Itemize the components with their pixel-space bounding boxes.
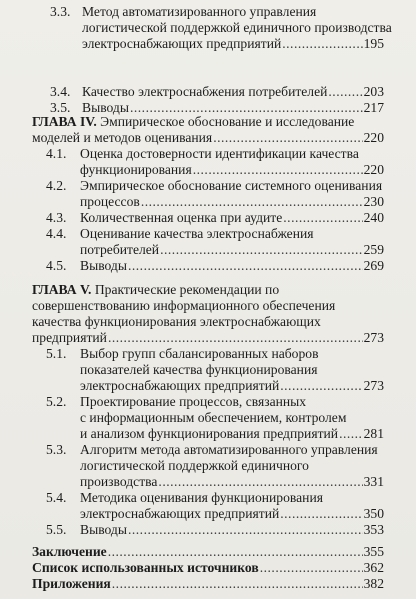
page-number: 195 xyxy=(363,36,384,51)
section-title-last-line: производства xyxy=(80,474,158,489)
chapter-title: Практические рекомендации по xyxy=(91,282,280,297)
toc-leader-line xyxy=(32,330,384,346)
section-title-text: Выводы xyxy=(80,522,127,537)
toc-leader-line xyxy=(82,36,384,52)
toc-leader-line xyxy=(32,576,384,592)
section-title xyxy=(46,522,127,538)
section-title-text: Количественная оценка при аудите xyxy=(80,210,283,225)
toc-leader-line xyxy=(80,506,384,522)
section-title xyxy=(46,258,127,274)
toc-entry-title xyxy=(46,394,306,410)
chapter-label: ГЛАВА IV. xyxy=(32,114,97,129)
section-title-last-line: процессов xyxy=(80,194,140,209)
toc-entry-title-continued: совершенствованию информационного обеспечения xyxy=(32,298,336,313)
toc-entry-title xyxy=(32,114,354,130)
toc-entry-title xyxy=(46,146,359,162)
section-number: 5.3. xyxy=(46,442,67,457)
page-number: 350 xyxy=(363,506,384,521)
page-number: 362 xyxy=(363,560,384,575)
section-title-last-line: моделей и методов оценивания xyxy=(32,130,213,145)
chapter-title xyxy=(32,560,259,576)
dot-leader xyxy=(280,506,362,522)
section-title: Оценка достоверности идентификации качества xyxy=(80,146,359,161)
page-number: 220 xyxy=(363,162,384,177)
toc-entry-title xyxy=(46,226,314,242)
section-number: 5.5. xyxy=(46,522,67,537)
section-title-last-line: электроснабжающих предприятий xyxy=(80,506,280,521)
dot-leader xyxy=(160,242,363,258)
toc-leader-line xyxy=(80,194,384,210)
dot-leader xyxy=(141,194,363,210)
dot-leader xyxy=(280,378,362,394)
section-title-text: Выводы xyxy=(80,258,127,273)
chapter-title xyxy=(32,544,107,560)
section-number: 4.4. xyxy=(46,226,67,241)
toc-entry-title xyxy=(46,346,319,362)
page-number: 273 xyxy=(363,330,384,345)
dot-leader xyxy=(158,474,362,490)
toc-leader-line xyxy=(46,522,384,538)
section-title: Методика оценивания функционирования xyxy=(80,490,323,505)
section-title-last-line: электроснабжающих предприятий xyxy=(82,36,282,51)
chapter-label: Список использованных источников xyxy=(32,560,259,575)
page-number: 259 xyxy=(363,242,384,257)
dot-leader xyxy=(260,560,363,576)
page-number: 240 xyxy=(363,210,384,225)
toc-entry-title-continued: качества функционирования электроснабжающих xyxy=(32,314,321,329)
dot-leader xyxy=(128,258,363,274)
page-number: 217 xyxy=(363,100,384,115)
dot-leader xyxy=(108,330,363,346)
toc-entry-title-continued: с информационным обеспечением, контролем xyxy=(80,410,347,425)
toc-leader-line xyxy=(80,426,384,442)
section-title: Выбор групп сбалансированных наборов xyxy=(80,346,319,361)
toc-entry-title xyxy=(32,282,279,298)
section-title: Метод автоматизированного управления xyxy=(82,4,317,19)
section-number: 5.1. xyxy=(46,346,67,361)
toc-entry-title-continued: показателей качества функционирования xyxy=(80,362,318,377)
chapter-label: Заключение xyxy=(32,544,107,559)
page-number: 281 xyxy=(363,426,384,441)
section-title xyxy=(50,84,327,100)
section-title: Оценивание качества электроснабжения xyxy=(80,226,314,241)
page-number: 230 xyxy=(363,194,384,209)
toc-leader-line xyxy=(80,474,384,490)
dot-leader xyxy=(112,576,363,592)
toc-leader-line xyxy=(32,560,384,576)
section-number: 4.3. xyxy=(46,210,67,225)
dot-leader xyxy=(193,162,363,178)
section-number: 3.4. xyxy=(50,84,71,99)
page-number: 269 xyxy=(363,258,384,273)
toc-entry-title xyxy=(46,490,323,506)
dot-leader xyxy=(128,522,363,538)
section-number: 5.2. xyxy=(46,394,67,409)
dot-leader xyxy=(339,426,363,442)
section-number: 5.4. xyxy=(46,490,67,505)
section-title: Проектирование процессов, связанных xyxy=(80,394,307,409)
section-number: 3.3. xyxy=(50,4,71,19)
page-number: 203 xyxy=(363,84,384,99)
dot-leader xyxy=(283,210,362,226)
section-number: 4.5. xyxy=(46,258,67,273)
toc-entry-title xyxy=(50,4,316,20)
section-number: 3.5. xyxy=(50,100,71,115)
toc-leader-line xyxy=(32,544,384,560)
toc-entry-title-continued: логистической поддержкой единичного производства xyxy=(82,20,392,35)
page-number: 273 xyxy=(363,378,384,393)
toc-leader-line xyxy=(80,162,384,178)
page-number: 220 xyxy=(363,130,384,145)
section-title-last-line: предприятий xyxy=(32,330,107,345)
section-title-last-line: функционирования xyxy=(80,162,192,177)
toc-leader-line xyxy=(46,210,384,226)
chapter-label: Приложения xyxy=(32,576,111,591)
toc-entry-title xyxy=(46,178,382,194)
page-number: 355 xyxy=(363,544,384,559)
section-number: 4.1. xyxy=(46,146,67,161)
section-title xyxy=(46,210,282,226)
section-title-last-line: потребителей xyxy=(80,242,160,257)
section-title: Алгоритм метода автоматизированного управления xyxy=(80,442,378,457)
section-title: Эмпирическое обоснование системного оценивания xyxy=(80,178,383,193)
section-number: 4.2. xyxy=(46,178,67,193)
toc-entry-title-continued: логистической поддержкой единичного xyxy=(80,458,309,473)
toc-leader-line xyxy=(32,130,384,146)
dot-leader xyxy=(282,36,362,52)
section-title-last-line: и анализом функционирования предприятий xyxy=(80,426,339,441)
toc-leader-line xyxy=(80,242,384,258)
page-number: 353 xyxy=(363,522,384,537)
page-number: 331 xyxy=(363,474,384,489)
chapter-label: ГЛАВА V. xyxy=(32,282,92,297)
dot-leader xyxy=(108,544,363,560)
chapter-title xyxy=(32,576,111,592)
page-number: 382 xyxy=(363,576,384,591)
dot-leader xyxy=(213,130,362,146)
toc-leader-line xyxy=(50,84,384,100)
dot-leader xyxy=(328,84,362,100)
toc-leader-line xyxy=(80,378,384,394)
toc-entry-title xyxy=(46,442,378,458)
section-title-text: Качество электроснабжения потребителей xyxy=(82,84,328,99)
toc-leader-line xyxy=(46,258,384,274)
section-title-last-line: электроснабжающих предприятий xyxy=(80,378,280,393)
chapter-title: Эмпирическое обоснование и исследование xyxy=(96,114,355,129)
section-title-text: Выводы xyxy=(82,100,129,115)
